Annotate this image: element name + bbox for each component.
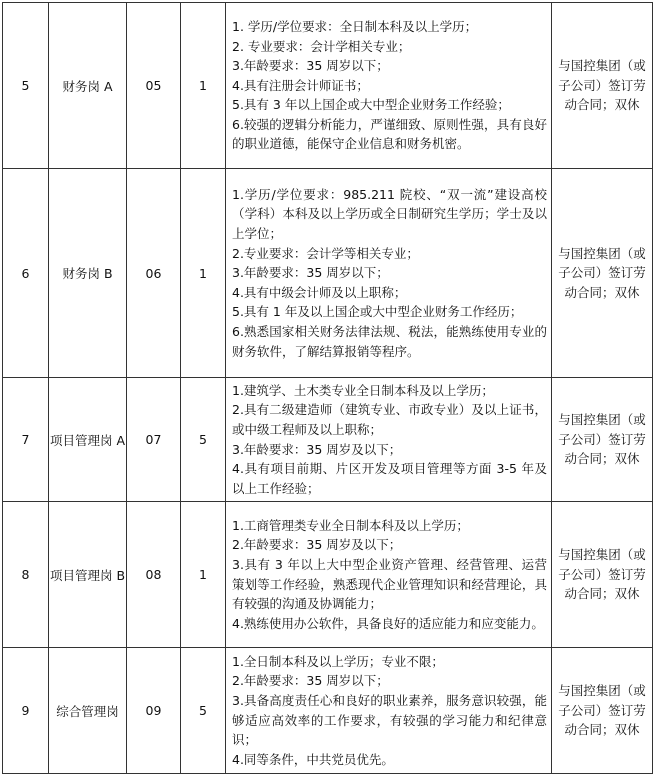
requirement-line: 1. 学历/学位要求：全日制本科及以上学历；: [232, 18, 478, 34]
requirement-line: 4.具有中级会计师及以上职称；: [232, 284, 407, 300]
requirement-line: 1.学历/学位要求：985.211 院校、“双一流”建设高校（学科）本科及以上学历或全日制研究生学历；学士及以上学位；: [232, 186, 547, 242]
requirement-line: 3.年龄要求：35 周岁以下；: [232, 58, 389, 74]
table-row: [3, 502, 653, 648]
requirement-line: 6.熟悉国家相关财务法律法规、税法，能熟练使用专业的财务软件，了解结算报销等程序。: [232, 323, 547, 359]
headcount: 5: [181, 648, 226, 774]
position-code: 07: [127, 378, 181, 502]
requirement-line: 4.具有项目前期、片区开发及项目管理等方面 3-5 年及以上工作经验；: [232, 461, 547, 496]
requirement-line: 3.具备高度责任心和良好的职业素养，服务意识较强，能够适应高效率的工作要求，有较强的学习能力和纪律意识；: [232, 692, 547, 748]
requirement-line: 2.年龄要求：35 周岁及以下；: [232, 537, 402, 553]
position-name: 财务岗 A: [49, 3, 127, 169]
contract-note: 与国控集团（或子公司）签订劳动合同；双休: [552, 378, 653, 502]
position-name: 财务岗 B: [49, 169, 127, 378]
contract-note: 与国控集团（或子公司）签订劳动合同；双休: [552, 3, 653, 169]
table-row: [3, 169, 653, 378]
job-positions-table: [2, 2, 653, 774]
requirement-line: 2.年龄要求：35 周岁以下；: [232, 673, 389, 689]
requirement-line: 4.具有注册会计师证书；: [232, 77, 369, 93]
requirement-line: 1.全日制本科及以上学历；专业不限；: [232, 653, 444, 669]
requirements-cell: [226, 3, 552, 169]
contract-note: 与国控集团（或子公司）签订劳动合同；双休: [552, 648, 653, 774]
contract-note: 与国控集团（或子公司）签订劳动合同；双休: [552, 502, 653, 648]
table-row: [3, 648, 653, 774]
contract-note: 与国控集团（或子公司）签订劳动合同；双休: [552, 169, 653, 378]
requirement-line: 3.年龄要求：35 周岁以下；: [232, 265, 389, 281]
position-name: 项目管理岗 B: [49, 502, 127, 648]
requirement-line: 2.专业要求：会计学等相关专业；: [232, 245, 419, 261]
requirement-line: 5.具有 3 年以上国企或大中型企业财务工作经验；: [232, 97, 510, 113]
requirement-line: 6.较强的逻辑分析能力，严谨细致、原则性强，具有良好的职业道德，能保守企业信息和财务机密。: [232, 116, 547, 152]
requirement-line: 4.熟练使用办公软件，具备良好的适应能力和应变能力。: [232, 615, 544, 631]
position-name: 项目管理岗 A: [49, 378, 127, 502]
headcount: 1: [181, 169, 226, 378]
requirement-line: 5.具有 1 年及以上国企或大中型企业财务工作经历；: [232, 304, 523, 320]
row-number: 9: [3, 648, 49, 774]
row-number: 6: [3, 169, 49, 378]
position-name: 综合管理岗: [49, 648, 127, 774]
headcount: 1: [181, 3, 226, 169]
requirement-line: 2. 专业要求：会计学相关专业；: [232, 38, 411, 54]
table-row: [3, 378, 653, 502]
position-code: 08: [127, 502, 181, 648]
row-number: 7: [3, 378, 49, 502]
table-body: [3, 3, 653, 774]
table-row: [3, 3, 653, 169]
position-code: 09: [127, 648, 181, 774]
requirements-cell: [226, 169, 552, 378]
requirement-line: 4.同等条件，中共党员优先。: [232, 751, 394, 767]
requirements-cell: [226, 648, 552, 774]
requirement-line: 1.建筑学、土木类专业全日制本科及以上学历；: [232, 382, 494, 398]
requirement-line: 2.具有二级建造师（建筑专业、市政专业）及以上证书，或中级工程师及以上职称；: [232, 402, 547, 437]
headcount: 5: [181, 378, 226, 502]
requirements-cell: [226, 378, 552, 502]
requirements-cell: [226, 502, 552, 648]
requirement-line: 3.年龄要求：35 周岁及以下；: [232, 441, 402, 457]
requirement-line: 3.具有 3 年以上大中型企业资产管理、经营管理、运营策划等工作经验，熟悉现代企业管理知识和经营理论，具有较强的沟通及协调能力；: [232, 556, 547, 612]
row-number: 8: [3, 502, 49, 648]
row-number: 5: [3, 3, 49, 169]
headcount: 1: [181, 502, 226, 648]
position-code: 06: [127, 169, 181, 378]
requirement-line: 1.工商管理类专业全日制本科及以上学历；: [232, 517, 469, 533]
position-code: 05: [127, 3, 181, 169]
